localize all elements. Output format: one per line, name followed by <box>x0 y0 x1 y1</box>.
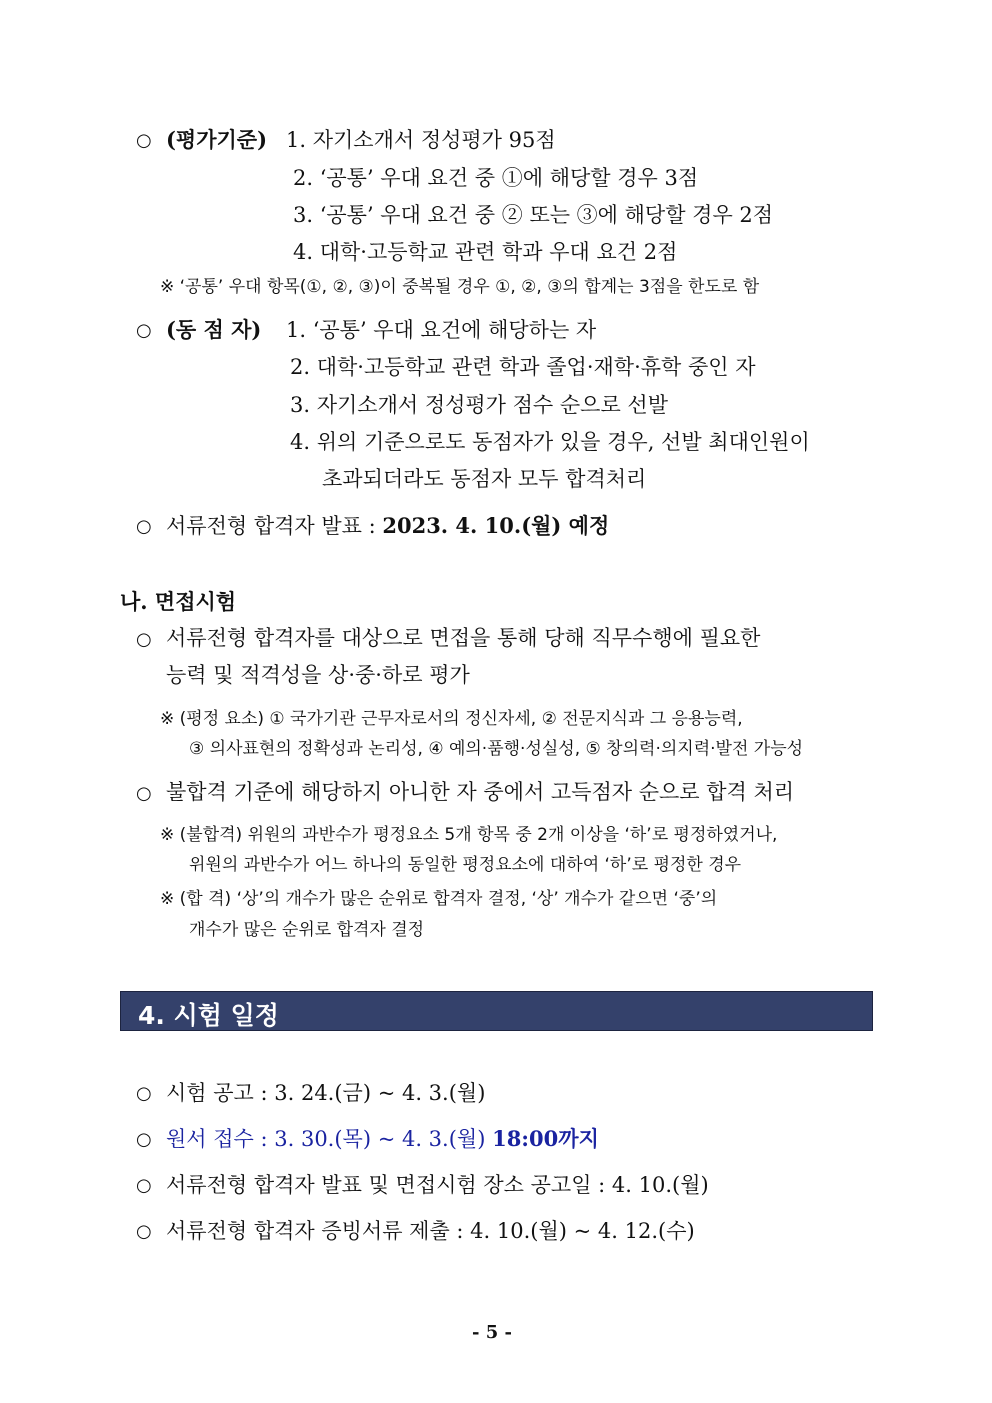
bullet: ○ <box>136 130 152 151</box>
bullet: ○ <box>136 320 152 341</box>
bullet: ○ <box>136 1221 152 1242</box>
criteria-label: (평가기준) <box>166 127 268 152</box>
tie-item-4-cont: 초과되더라도 동점자 모두 합격처리 <box>322 467 647 491</box>
interview-note2-line1: ※ (불합격) 위원의 과반수가 평정요소 5개 항목 중 2개 이상을 ‘하’로 평정하였거나, <box>160 825 778 845</box>
criteria-item-2: 2. ‘공통’ 우대 요건 중 ①에 해당할 경우 3점 <box>293 166 699 190</box>
tie-item-2: 2. 대학·고등학교 관련 학과 졸업·재학·휴학 중인 자 <box>290 355 756 379</box>
interview-note3-line2: 개수가 많은 순위로 합격자 결정 <box>189 920 425 940</box>
interview-p1-line1: 서류전형 합격자를 대상으로 면접을 통해 당해 직무수행에 필요한 <box>166 626 761 650</box>
schedule-item-1: 시험 공고 : 3. 24.(금) ~ 4. 3.(월) <box>166 1081 486 1105</box>
tie-item-4: 4. 위의 기준으로도 동점자가 있을 경우, 선발 최대인원이 <box>290 430 810 454</box>
bullet: ○ <box>136 629 152 650</box>
announce-line: 서류전형 합격자 발표 : 2023. 4. 10.(월) 예정 <box>166 513 610 538</box>
tie-item-1: 1. ‘공통’ 우대 요건에 해당하는 자 <box>286 318 597 342</box>
criteria-item-4: 4. 대학·고등학교 관련 학과 우대 요건 2점 <box>293 240 678 264</box>
bullet: ○ <box>136 1129 152 1150</box>
bullet: ○ <box>136 1175 152 1196</box>
interview-note2-line2: 위원의 과반수가 어느 하나의 동일한 평정요소에 대하여 ‘하’로 평정한 경우 <box>189 855 742 875</box>
criteria-note: ※ ‘공통’ 우대 항목(①, ②, ③)이 중복될 경우 ①, ②, ③의 합계는 3점을 한도로 함 <box>160 277 760 297</box>
interview-note1-line2: ③ 의사표현의 정확성과 논리성, ④ 예의·품행·성실성, ⑤ 창의력·의지력·발전 가능성 <box>189 739 804 759</box>
interview-note1-line1: ※ (평정 요소) ① 국가기관 근무자로서의 정신자세, ② 전문지식과 그 응용능력, <box>160 709 743 729</box>
section-title: 4. 시험 일정 <box>138 1001 279 1030</box>
criteria-item-3: 3. ‘공통’ 우대 요건 중 ② 또는 ③에 해당할 경우 2점 <box>293 203 774 227</box>
schedule-item-4: 서류전형 합격자 증빙서류 제출 : 4. 10.(월) ~ 4. 12.(수) <box>166 1219 695 1243</box>
bullet: ○ <box>136 783 152 804</box>
bullet: ○ <box>136 516 152 537</box>
interview-heading: 나. 면접시험 <box>120 589 237 614</box>
interview-p2: 불합격 기준에 해당하지 아니한 자 중에서 고득점자 순으로 합격 처리 <box>166 780 795 804</box>
tie-label: (동 점 자) <box>166 317 262 342</box>
criteria-item-1: 1. 자기소개서 정성평가 95점 <box>286 128 556 152</box>
bullet: ○ <box>136 1083 152 1104</box>
schedule-item-3: 서류전형 합격자 발표 및 면접시험 장소 공고일 : 4. 10.(월) <box>166 1173 709 1197</box>
interview-p1-line2: 능력 및 적격성을 상·중·하로 평가 <box>166 663 470 687</box>
tie-item-3: 3. 자기소개서 정성평가 점수 순으로 선발 <box>290 393 668 417</box>
page-number: - 5 - <box>472 1322 512 1343</box>
schedule-item-2: 원서 접수 : 3. 30.(목) ~ 4. 3.(월) 18:00까지 <box>166 1126 599 1151</box>
deadline-text: 18:00까지 <box>492 1126 599 1151</box>
interview-note3-line1: ※ (합 격) ‘상’의 개수가 많은 순위로 합격자 결정, ‘상’ 개수가 같으면 ‘중’의 <box>160 889 718 909</box>
section-header-bar <box>120 991 873 1031</box>
